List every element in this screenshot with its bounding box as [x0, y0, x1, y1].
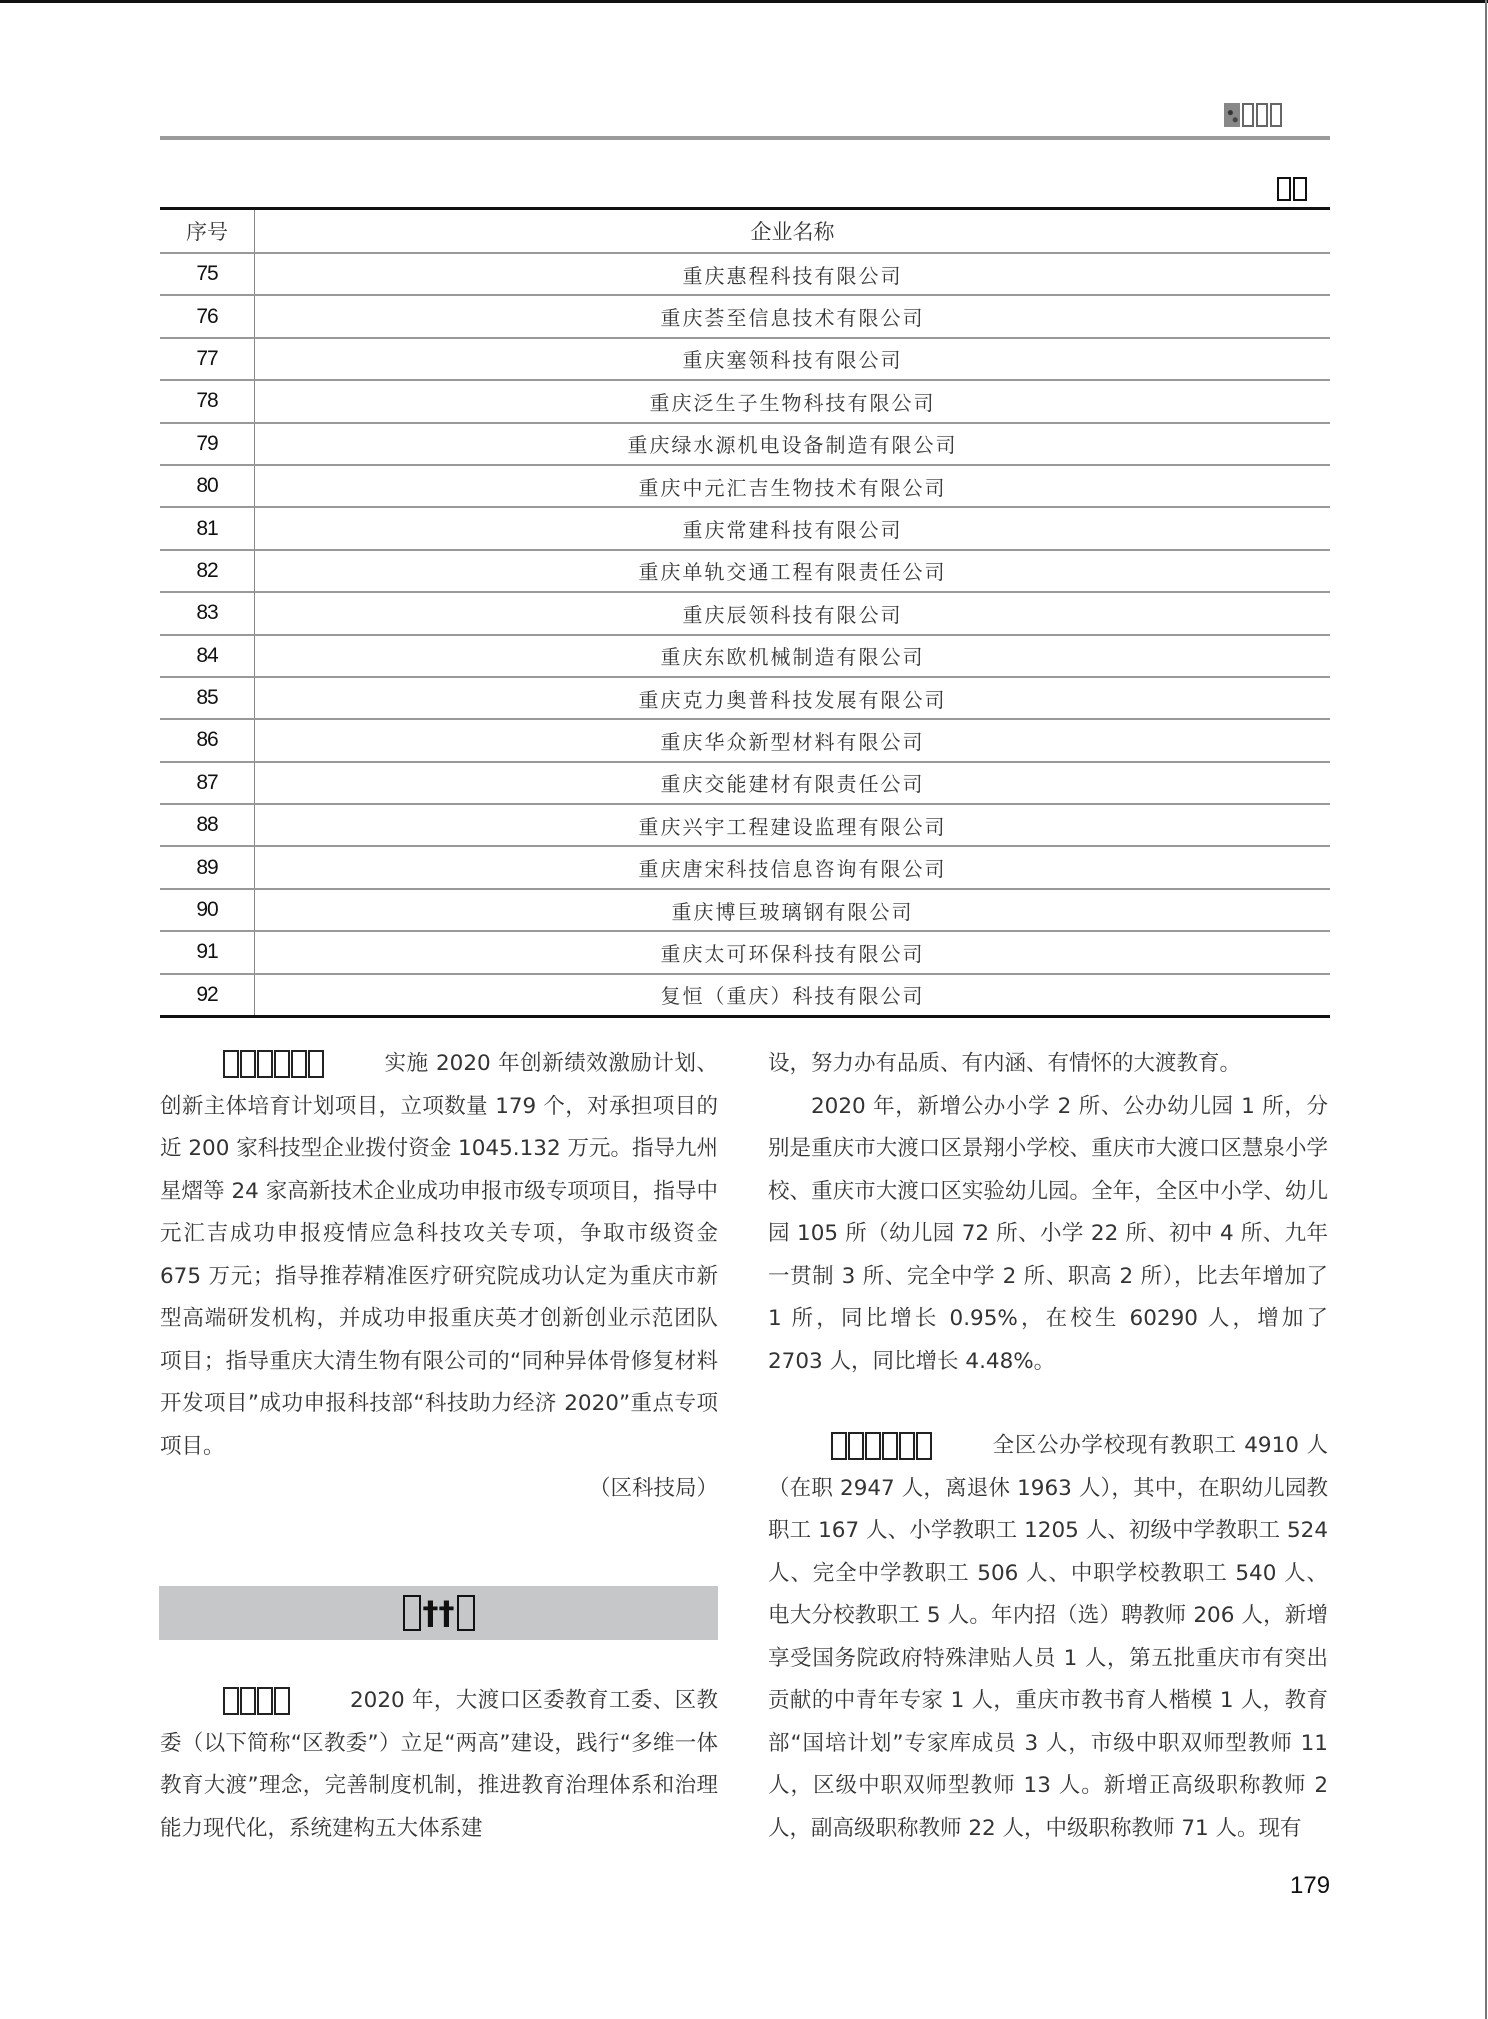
right-column	[768, 1043, 1328, 1850]
header-rule	[160, 136, 1330, 140]
enterprise-name: 重庆荟至信息技术有限公司	[255, 295, 1331, 337]
table-row	[160, 931, 1330, 973]
enterprise-table	[160, 207, 1330, 1018]
column-header-number: 序号	[160, 209, 255, 254]
table-row	[160, 423, 1330, 465]
table-header-row	[160, 209, 1330, 254]
enterprise-name: 重庆塞领科技有限公司	[255, 338, 1331, 380]
page-number: 179	[1290, 1872, 1331, 1899]
row-number: 85	[160, 677, 255, 719]
running-head	[1224, 98, 1282, 132]
enterprise-name: 重庆单轨交通工程有限责任公司	[255, 550, 1331, 592]
row-number: 87	[160, 762, 255, 804]
row-number: 91	[160, 931, 255, 973]
missing-glyph-icon	[1270, 103, 1282, 127]
row-number: 78	[160, 380, 255, 422]
left-column-lower	[160, 1680, 740, 1850]
paragraph-text: 2020 年，大渡口区委教育工委、区教委（以下简称“区教委”）立足“两高”建设，践行“多维一体 教育大渡”理念，完善制度机制，推进教育治理体系和治理能力现代化，系统建构五大体系建	[160, 1688, 740, 1841]
row-number: 88	[160, 804, 255, 846]
missing-glyph-icon	[1242, 103, 1254, 127]
section-heading-education	[159, 1586, 718, 1640]
row-number: 76	[160, 295, 255, 337]
table-row	[160, 804, 1330, 846]
paragraph-lead-heading	[223, 1050, 324, 1078]
table-continued-label	[1277, 177, 1307, 201]
row-number: 79	[160, 423, 255, 465]
row-number: 86	[160, 719, 255, 761]
row-number: 81	[160, 507, 255, 549]
paragraph-text: 实施 2020 年创新绩效激励计划、创新主体培育计划项目，立项数量 179 个，对承担项目的近 200 家科技型企业拨付资金 1045.132 万元。指导九州星熠等 24 家高新技术企业成功申报市级专项项目，指导中元汇吉成功申报疫情应急科技攻关专项，争取市级资金 675 万元；指导推荐精准医疗研究院成功认定为重庆市新型高端研发机构，并成功申报重庆英才创新创业示范团队项目；指导重庆大清生物有限公司的“同种异体骨修复材料开发项目”成功申报科技部“科技助力经济 2020”重点专项项目。	[160, 1051, 718, 1459]
row-number: 83	[160, 592, 255, 634]
missing-glyph-icon	[1293, 177, 1307, 201]
table-row	[160, 592, 1330, 634]
row-number: 84	[160, 635, 255, 677]
page-top-border	[0, 0, 1488, 3]
source-credit: （区科技局）	[588, 1476, 718, 1501]
table-row	[160, 465, 1330, 507]
row-number: 80	[160, 465, 255, 507]
enterprise-name: 重庆辰领科技有限公司	[255, 592, 1331, 634]
missing-glyph-icon	[1256, 103, 1268, 127]
table-row	[160, 295, 1330, 337]
page-right-border	[1485, 0, 1487, 2019]
enterprise-name: 重庆绿水源机电设备制造有限公司	[255, 423, 1331, 465]
enterprise-name: 重庆兴宇工程建设监理有限公司	[255, 804, 1331, 846]
enterprise-name: 重庆克力奥普科技发展有限公司	[255, 677, 1331, 719]
table-row	[160, 719, 1330, 761]
column-header-name: 企业名称	[255, 209, 1331, 254]
enterprise-name: 重庆泛生子生物科技有限公司	[255, 380, 1331, 422]
row-number: 82	[160, 550, 255, 592]
table-row	[160, 550, 1330, 592]
section-heading-daggers: ††	[422, 1594, 455, 1632]
enterprise-name: 重庆惠程科技有限公司	[255, 253, 1331, 295]
enterprise-name: 重庆唐宋科技信息咨询有限公司	[255, 846, 1331, 888]
row-number: 77	[160, 338, 255, 380]
enterprise-name: 重庆博巨玻璃钢有限公司	[255, 889, 1331, 931]
table-row	[160, 974, 1330, 1017]
left-column	[160, 1043, 718, 1511]
table-row	[160, 762, 1330, 804]
enterprise-name: 重庆太可环保科技有限公司	[255, 931, 1331, 973]
enterprise-name: 重庆华众新型材料有限公司	[255, 719, 1331, 761]
paragraph-tech-funding	[160, 1043, 718, 1468]
row-number: 90	[160, 889, 255, 931]
paragraph-lead-heading	[831, 1432, 932, 1460]
paragraph-education-overview-cont: 设，努力办有品质、有内涵、有情怀的大渡教育。	[768, 1051, 1242, 1076]
enterprise-name: 重庆常建科技有限公司	[255, 507, 1331, 549]
paragraph-text: 全区公办学校现有教职工 4910 人（在职 2947 人，离退休 1963 人），其中，在职幼儿园教职工 167 人、小学教职工 1205 人、初级中学教职工 524 人、完全中学教职工 506 人、中职学校教职工 540 人、电大分校教职工 5 人。年内招（选）聘教师 206 人，新增享受国务院政府特殊津贴人员 1 人，第五批重庆市有突出贡献的中青年专家 1 人，重庆市教书育人楷模 1 人，教育部“国培计划”专家库成员 3 人，市级中职双师型教师 11 人，区级中职双师型教师 13 人。新增正高级职称教师 2 人，副高级职称教师 22 人，中级职称教师 71 人。现有	[768, 1433, 1328, 1841]
table-row	[160, 889, 1330, 931]
missing-glyph-icon	[403, 1595, 421, 1631]
table-row	[160, 507, 1330, 549]
enterprise-name: 重庆交能建材有限责任公司	[255, 762, 1331, 804]
paragraph-lead-heading	[223, 1687, 290, 1715]
row-number: 75	[160, 253, 255, 295]
enterprise-name: 重庆东欧机械制造有限公司	[255, 635, 1331, 677]
table-row	[160, 253, 1330, 295]
paragraph-education-overview	[160, 1680, 740, 1850]
row-number: 89	[160, 846, 255, 888]
missing-glyph-icon	[1277, 177, 1291, 201]
paragraph-staff	[768, 1425, 1328, 1850]
row-number: 92	[160, 974, 255, 1017]
table-row	[160, 380, 1330, 422]
missing-glyph-icon	[457, 1595, 475, 1631]
paragraph-schools: 2020 年，新增公办小学 2 所、公办幼儿园 1 所，分别是重庆市大渡口区景翔小学校、重庆市大渡口区慧泉小学校、重庆市大渡口区实验幼儿园。全年，全区中小学、幼儿园 105 所（幼儿园 72 所、小学 22 所、初中 4 所、九年一贯制 3 所、完全中学 2 所、职高 2 所），比去年增加了 1 所，同比增长 0.95%，在校生 60290 人，增加了 2703 人，同比增长 4.48%。	[768, 1093, 1328, 1374]
enterprise-name: 复恒（重庆）科技有限公司	[255, 974, 1331, 1017]
enterprise-name: 重庆中元汇吉生物技术有限公司	[255, 465, 1331, 507]
running-head-logo-icon	[1224, 103, 1240, 127]
table-row	[160, 338, 1330, 380]
table-row	[160, 635, 1330, 677]
table-row	[160, 677, 1330, 719]
table-body	[160, 253, 1330, 1017]
table-row	[160, 846, 1330, 888]
